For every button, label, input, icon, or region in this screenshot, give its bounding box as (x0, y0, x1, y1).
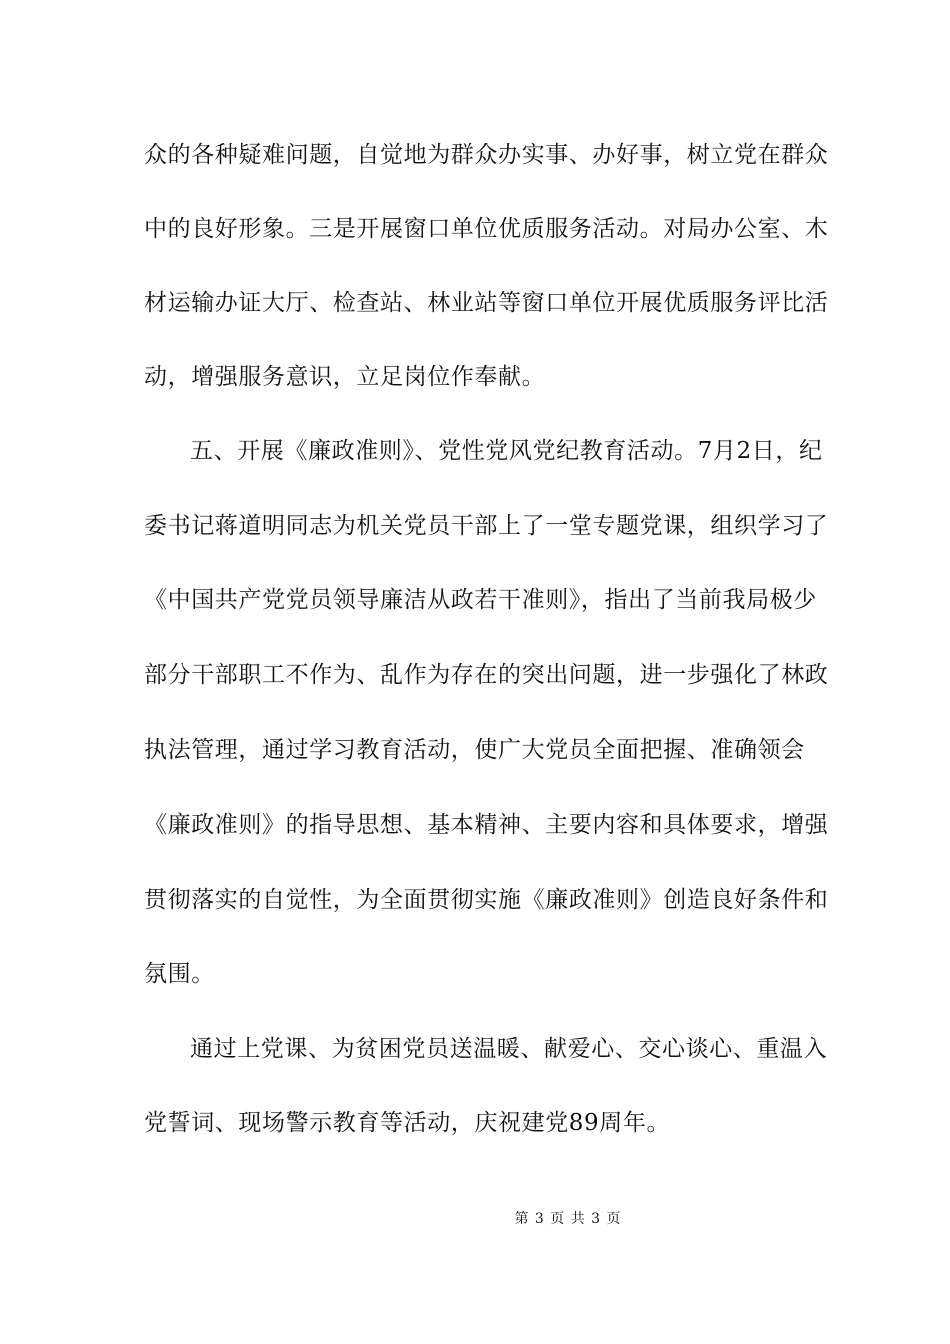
body-text-line: 氛围。 (144, 961, 215, 987)
body-text-line: 中的良好形象。三是开展窗口单位优质服务活动。对局办公室、木 (144, 216, 829, 242)
body-text-line: 贯彻落实的自觉性，为全面贯彻实施《廉政准则》创造良好条件和 (144, 887, 829, 913)
paragraph-start-line: 五、开展《廉政准则》、党性党风党纪教育活动。7月2日，纪 (190, 438, 823, 464)
body-text-line: 执法管理，通过学习教育活动，使广大党员全面把握、准确领会 (144, 737, 805, 763)
body-text-line: 动，增强服务意识，立足岗位作奉献。 (144, 364, 546, 390)
body-text-line: 党誓词、现场警示教育等活动，庆祝建党89周年。 (144, 1110, 671, 1136)
page-number-footer: 第 3 页 共 3 页 (514, 1211, 622, 1227)
body-text-line: 委书记蒋道明同志为机关党员干部上了一堂专题党课，组织学习了 (144, 513, 829, 539)
body-text-line: 部分干部职工不作为、乱作为存在的突出问题，进一步强化了林政 (144, 662, 829, 688)
body-text-line: 《中国共产党党员领导廉洁从政若干准则》，指出了当前我局极少 (144, 587, 817, 613)
body-text-line: 材运输办证大厅、检查站、林业站等窗口单位开展优质服务评比活 (144, 290, 829, 316)
body-text-line: 《廉政准则》的指导思想、基本精神、主要内容和具体要求，增强 (144, 812, 829, 838)
body-text-line: 众的各种疑难问题，自觉地为群众办实事、办好事，树立党在群众 (144, 142, 829, 168)
paragraph-start-line: 通过上党课、为贫困党员送温暖、献爱心、交心谈心、重温入 (190, 1036, 828, 1062)
